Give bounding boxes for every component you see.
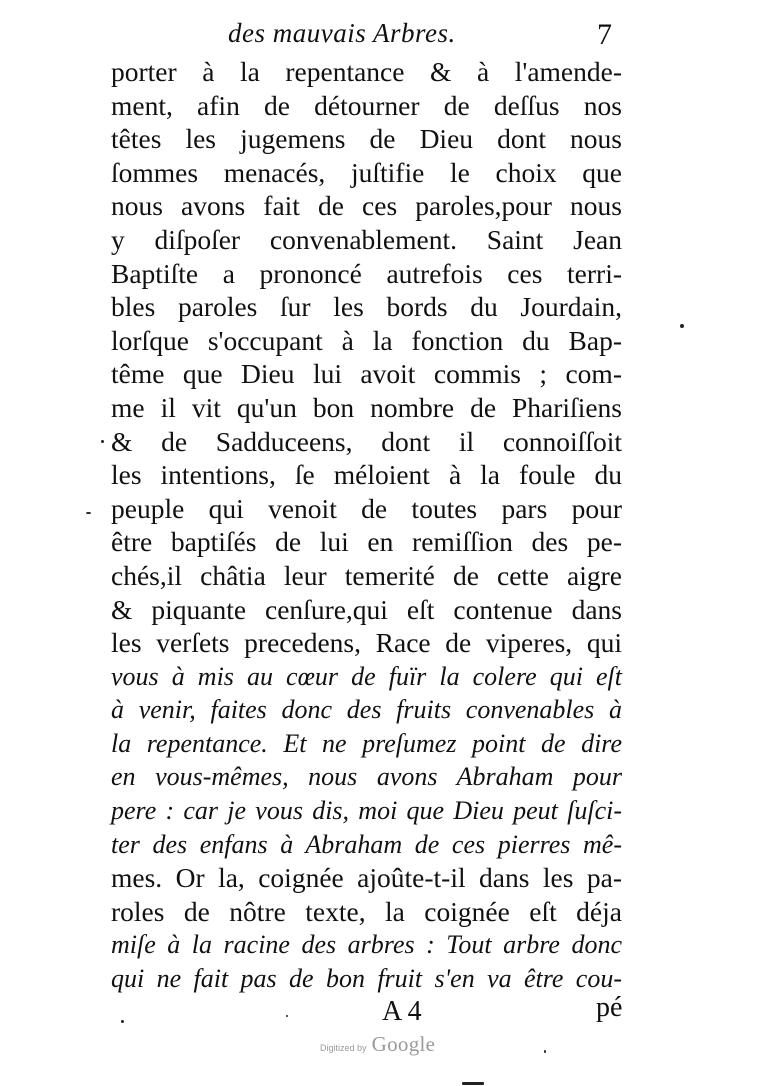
- text-line: être baptiſés de lui en remiſſion des pe-: [111, 526, 622, 558]
- text-line: & piquante cenſure,qui eſt contenue dans: [111, 593, 622, 625]
- text-line: têtes les jugemens de Dieu dont nous: [111, 123, 622, 155]
- signature-mark: A 4: [382, 996, 422, 1027]
- body-text: [111, 55, 622, 996]
- text-line: Baptiſte a prononcé autrefois ces terri-: [111, 257, 622, 289]
- catchword: pé: [596, 992, 623, 1023]
- text-line: à venir, faites donc des fruits convenables à: [111, 695, 622, 725]
- text-line: chés,il châtia leur temerité de cette aigre: [111, 559, 622, 591]
- page-number: 7: [597, 18, 612, 51]
- digitization-watermark: [320, 1032, 435, 1057]
- text-line: me il vit qu'un bon nombre de Phariſiens: [111, 391, 622, 423]
- text-line: la repentance. Et ne preſumez point de dire: [111, 728, 622, 758]
- text-line: bles paroles ſur les bords du Jourdain,: [111, 291, 622, 323]
- text-line: y diſpoſer convenablement. Saint Jean: [111, 223, 622, 255]
- text-line: lorſque s'occupant à la fonction du Bap-: [111, 324, 622, 356]
- ink-speck: [680, 324, 684, 328]
- ink-speck: [462, 1082, 484, 1085]
- text-line: ſommes menacés, juſtifie le choix que: [111, 156, 622, 188]
- text-line: peuple qui venoit de toutes pars pour: [111, 492, 622, 524]
- ink-speck: [286, 1015, 288, 1017]
- ink-speck: [86, 512, 91, 514]
- text-line: tême que Dieu lui avoit commis ; com-: [111, 358, 622, 390]
- text-line: pere : car je vous dis, moi que Dieu peut ſuſci-: [111, 796, 622, 826]
- text-line: roles de nôtre texte, la coignée eſt déja: [111, 895, 622, 927]
- ink-speck: [544, 1050, 546, 1053]
- watermark-brand: Google: [371, 1032, 436, 1056]
- text-line: miſe à la racine des arbres : Tout arbre donc: [111, 930, 622, 960]
- text-line: les verſets precedens, Race de viperes, qui: [111, 627, 622, 659]
- text-line: nous avons fait de ces paroles,pour nous: [111, 190, 622, 222]
- text-line: mes. Or la, coignée ajoûte-t-il dans les pa-: [111, 862, 622, 894]
- text-line: en vous-mêmes, nous avons Abraham pour: [111, 762, 622, 792]
- watermark-prefix: Digitized by: [320, 1043, 367, 1053]
- ink-speck: [121, 1020, 124, 1023]
- text-line: porter à la repentance & à l'amende-: [111, 56, 622, 87]
- text-line: ter des enfans à Abraham de ces pierres mê-: [111, 829, 622, 859]
- text-line: ment, afin de détourner de deſſus nos: [111, 89, 622, 121]
- text-line: & de Sadduceens, dont il connoiſſoit: [111, 425, 622, 457]
- ink-speck: [101, 440, 104, 443]
- text-line: les intentions, ſe méloient à la foule du: [111, 459, 622, 491]
- text-line: qui ne fait pas de bon fruit s'en va être cou-: [111, 964, 622, 994]
- text-line: vous à mis au cœur de fuïr la colere qui eſt: [111, 661, 622, 691]
- running-title: des mauvais Arbres.: [228, 18, 456, 48]
